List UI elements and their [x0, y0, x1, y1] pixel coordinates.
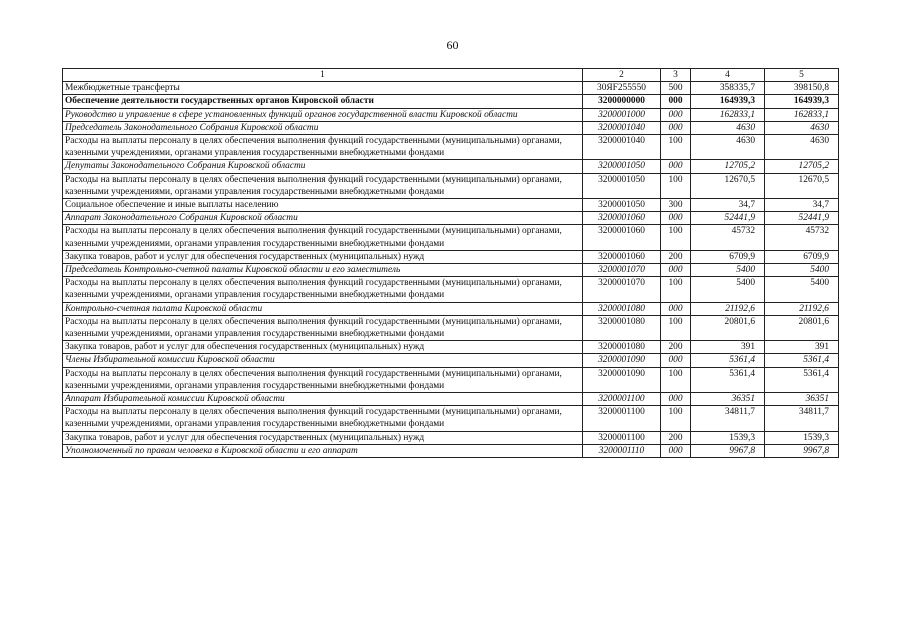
row-code-cell: 30ЯF255550 [583, 82, 661, 95]
row-value-1-cell: 21192,6 [691, 302, 765, 315]
table-row [63, 160, 839, 173]
row-code-cell: 3200000000 [583, 95, 661, 108]
table-row [63, 199, 839, 212]
row-value-2-cell: 36351 [765, 393, 839, 406]
row-code-cell: 3200001090 [583, 354, 661, 367]
row-code-cell: 3200001000 [583, 108, 661, 121]
table-row [63, 82, 839, 95]
row-value-1-cell: 12705,2 [691, 160, 765, 173]
row-value-2-cell: 4630 [765, 121, 839, 134]
row-value-2-cell: 12705,2 [765, 160, 839, 173]
row-name-cell: Депутаты Законодательного Собрания Кировской области [63, 160, 583, 173]
table-row [63, 277, 839, 302]
row-name-cell: Председатель Законодательного Собрания Кировской области [63, 121, 583, 134]
table-row [63, 264, 839, 277]
row-name-cell: Расходы на выплаты персоналу в целях обеспечения выполнения функций государственными (муниципальными) органами, казенными учреждениями, органами управления государственными внебюджетными фондами [63, 173, 583, 198]
row-name-cell: Закупка товаров, работ и услуг для обеспечения государственных (муниципальных) нужд [63, 431, 583, 444]
row-code-cell: 3200001060 [583, 225, 661, 250]
row-code-cell: 3200001080 [583, 315, 661, 340]
row-name-cell: Контрольно-счетная палата Кировской области [63, 302, 583, 315]
row-value-1-cell: 12670,5 [691, 173, 765, 198]
row-name-cell: Закупка товаров, работ и услуг для обеспечения государственных (муниципальных) нужд [63, 250, 583, 263]
row-name-cell: Аппарат Избирательной комиссии Кировской области [63, 393, 583, 406]
row-type-cell: 000 [661, 95, 691, 108]
table-row [63, 406, 839, 431]
row-value-2-cell: 5400 [765, 264, 839, 277]
row-type-cell: 000 [661, 264, 691, 277]
row-value-2-cell: 391 [765, 341, 839, 354]
row-code-cell: 3200001110 [583, 444, 661, 457]
header-cell-value-1: 4 [691, 69, 765, 82]
row-type-cell: 000 [661, 121, 691, 134]
table-row [63, 250, 839, 263]
row-type-cell: 100 [661, 406, 691, 431]
table-row [63, 367, 839, 392]
header-cell-type: 3 [661, 69, 691, 82]
row-value-2-cell: 20801,6 [765, 315, 839, 340]
row-name-cell: Расходы на выплаты персоналу в целях обеспечения выполнения функций государственными (муниципальными) органами, казенными учреждениями, органами управления государственными внебюджетными фондами [63, 315, 583, 340]
row-type-cell: 100 [661, 277, 691, 302]
row-name-cell: Межбюджетные трансферты [63, 82, 583, 95]
row-code-cell: 3200001040 [583, 121, 661, 134]
row-code-cell: 3200001100 [583, 393, 661, 406]
row-type-cell: 100 [661, 173, 691, 198]
budget-table [62, 68, 839, 458]
row-type-cell: 200 [661, 250, 691, 263]
row-value-1-cell: 36351 [691, 393, 765, 406]
row-value-1-cell: 162833,1 [691, 108, 765, 121]
header-cell-value-2: 5 [765, 69, 839, 82]
row-name-cell: Руководство и управление в сфере установленных функций органов государственной власти Кировской области [63, 108, 583, 121]
row-value-1-cell: 52441,9 [691, 212, 765, 225]
table-row [63, 341, 839, 354]
row-value-1-cell: 5361,4 [691, 354, 765, 367]
row-value-2-cell: 12670,5 [765, 173, 839, 198]
row-name-cell: Социальное обеспечение и иные выплаты населению [63, 199, 583, 212]
row-value-2-cell: 9967,8 [765, 444, 839, 457]
row-type-cell: 100 [661, 135, 691, 160]
table-row [63, 315, 839, 340]
page-number: 60 [446, 38, 459, 52]
row-value-1-cell: 1539,3 [691, 431, 765, 444]
row-value-2-cell: 1539,3 [765, 431, 839, 444]
row-value-2-cell: 45732 [765, 225, 839, 250]
row-value-2-cell: 5361,4 [765, 354, 839, 367]
row-name-cell: Расходы на выплаты персоналу в целях обеспечения выполнения функций государственными (муниципальными) органами, казенными учреждениями, органами управления государственными внебюджетными фондами [63, 277, 583, 302]
row-value-1-cell: 4630 [691, 135, 765, 160]
row-name-cell: Расходы на выплаты персоналу в целях обеспечения выполнения функций государственными (муниципальными) органами, казенными учреждениями, органами управления государственными внебюджетными фондами [63, 225, 583, 250]
row-name-cell: Расходы на выплаты персоналу в целях обеспечения выполнения функций государственными (муниципальными) органами, казенными учреждениями, органами управления государственными внебюджетными фондами [63, 406, 583, 431]
row-value-1-cell: 34,7 [691, 199, 765, 212]
row-value-1-cell: 4630 [691, 121, 765, 134]
row-code-cell: 3200001100 [583, 406, 661, 431]
table-row [63, 108, 839, 121]
row-value-1-cell: 20801,6 [691, 315, 765, 340]
table-row [63, 302, 839, 315]
row-name-cell: Уполномоченный по правам человека в Кировской области и его аппарат [63, 444, 583, 457]
row-name-cell: Обеспечение деятельности государственных органов Кировской области [63, 95, 583, 108]
row-type-cell: 100 [661, 315, 691, 340]
row-value-2-cell: 5400 [765, 277, 839, 302]
row-code-cell: 3200001050 [583, 160, 661, 173]
row-value-2-cell: 21192,6 [765, 302, 839, 315]
row-type-cell: 200 [661, 341, 691, 354]
row-value-1-cell: 6709,9 [691, 250, 765, 263]
row-code-cell: 3200001070 [583, 277, 661, 302]
table-row [63, 225, 839, 250]
row-code-cell: 3200001070 [583, 264, 661, 277]
row-type-cell: 500 [661, 82, 691, 95]
row-value-1-cell: 164939,3 [691, 95, 765, 108]
row-code-cell: 3200001050 [583, 173, 661, 198]
table-row [63, 95, 839, 108]
row-value-1-cell: 5361,4 [691, 367, 765, 392]
row-code-cell: 3200001060 [583, 250, 661, 263]
table-row [63, 393, 839, 406]
row-value-2-cell: 164939,3 [765, 95, 839, 108]
row-value-2-cell: 52441,9 [765, 212, 839, 225]
table-row [63, 121, 839, 134]
row-name-cell: Председатель Контрольно-счетной палаты Кировской области и его заместитель [63, 264, 583, 277]
table-row [63, 212, 839, 225]
row-value-1-cell: 391 [691, 341, 765, 354]
row-type-cell: 000 [661, 108, 691, 121]
row-value-1-cell: 5400 [691, 277, 765, 302]
row-type-cell: 000 [661, 160, 691, 173]
row-name-cell: Аппарат Законодательного Собрания Кировской области [63, 212, 583, 225]
row-value-1-cell: 45732 [691, 225, 765, 250]
table-row [63, 431, 839, 444]
row-code-cell: 3200001090 [583, 367, 661, 392]
row-name-cell: Закупка товаров, работ и услуг для обеспечения государственных (муниципальных) нужд [63, 341, 583, 354]
row-value-1-cell: 9967,8 [691, 444, 765, 457]
row-value-2-cell: 398150,8 [765, 82, 839, 95]
row-value-2-cell: 34811,7 [765, 406, 839, 431]
budget-table-body [63, 69, 839, 458]
row-code-cell: 3200001060 [583, 212, 661, 225]
row-value-1-cell: 358335,7 [691, 82, 765, 95]
row-type-cell: 000 [661, 393, 691, 406]
row-type-cell: 000 [661, 444, 691, 457]
header-cell-name: 1 [63, 69, 583, 82]
row-code-cell: 3200001050 [583, 199, 661, 212]
row-type-cell: 100 [661, 225, 691, 250]
row-value-2-cell: 162833,1 [765, 108, 839, 121]
row-code-cell: 3200001040 [583, 135, 661, 160]
table-row [63, 135, 839, 160]
row-value-1-cell: 5400 [691, 264, 765, 277]
header-cell-code: 2 [583, 69, 661, 82]
row-code-cell: 3200001080 [583, 302, 661, 315]
row-value-2-cell: 34,7 [765, 199, 839, 212]
row-type-cell: 200 [661, 431, 691, 444]
row-type-cell: 000 [661, 354, 691, 367]
row-type-cell: 300 [661, 199, 691, 212]
row-code-cell: 3200001100 [583, 431, 661, 444]
row-value-2-cell: 4630 [765, 135, 839, 160]
row-type-cell: 100 [661, 367, 691, 392]
row-value-2-cell: 5361,4 [765, 367, 839, 392]
row-name-cell: Расходы на выплаты персоналу в целях обеспечения выполнения функций государственными (муниципальными) органами, казенными учреждениями, органами управления государственными внебюджетными фондами [63, 367, 583, 392]
table-row [63, 173, 839, 198]
row-name-cell: Расходы на выплаты персоналу в целях обеспечения выполнения функций государственными (муниципальными) органами, казенными учреждениями, органами управления государственными внебюджетными фондами [63, 135, 583, 160]
table-row [63, 354, 839, 367]
table-row [63, 444, 839, 457]
row-type-cell: 000 [661, 212, 691, 225]
row-type-cell: 000 [661, 302, 691, 315]
row-code-cell: 3200001080 [583, 341, 661, 354]
table-header-row [63, 69, 839, 82]
row-value-2-cell: 6709,9 [765, 250, 839, 263]
row-value-1-cell: 34811,7 [691, 406, 765, 431]
row-name-cell: Члены Избирательной комиссии Кировской области [63, 354, 583, 367]
